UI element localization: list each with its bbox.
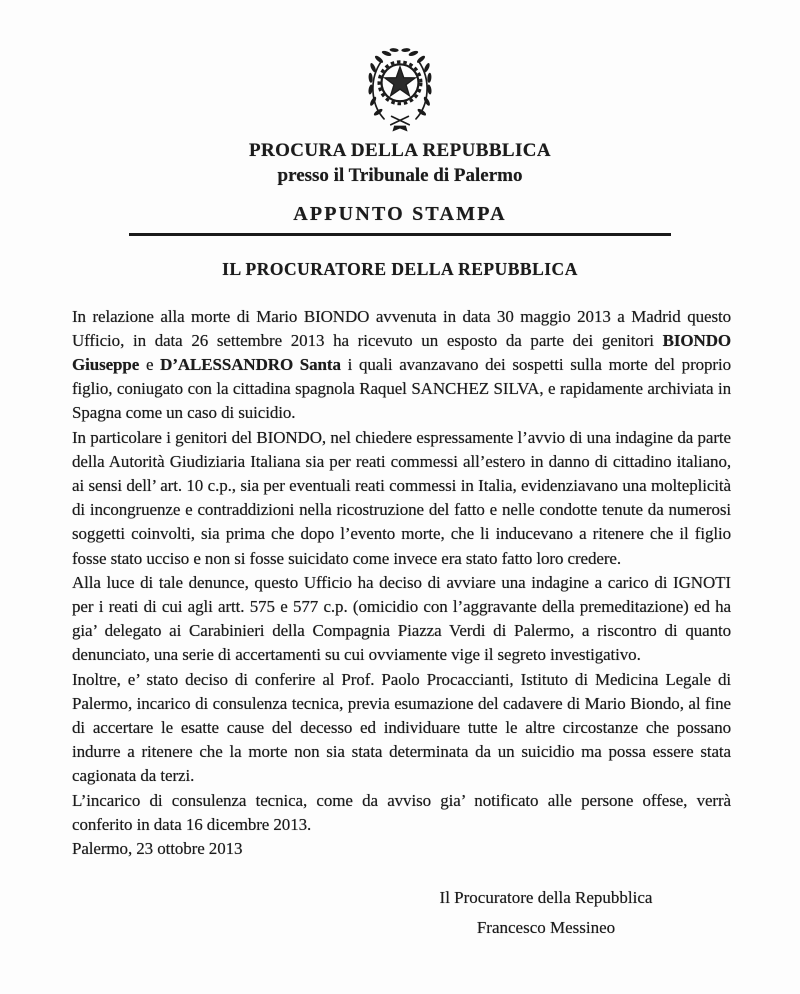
document-header xyxy=(0,40,800,280)
paragraph-4: Inoltre, e’ stato deciso di conferire al Prof. Paolo Procaccianti, Istituto di Medicina Legale di Palermo, incarico di consulenza tecnica, previa esumazione del cadavere di Mario Biondo, al fine di accertare le esatte cause del decesso ed individuare tutte le altre circostanze che possano indurre a ritenere che la morte non sia stata determinata da un suicidio ma possa essere stata cagionata da terzi. xyxy=(72,669,731,786)
paragraph-1-text-b: e xyxy=(139,354,161,374)
complainant-mother-name: D’ALESSANDRO Santa xyxy=(160,354,341,374)
issuer-title: IL PROCURATORE DELLA REPUBBLICA xyxy=(222,258,578,279)
signature-role: Il Procuratore della Repubblica xyxy=(439,888,653,908)
date-line: Palermo, 23 ottobre 2013 xyxy=(72,838,243,858)
italy-emblem-icon xyxy=(358,40,442,134)
signature-name: Francesco Messineo xyxy=(476,918,616,938)
complainant-father-name: BIONDO Giuseppe xyxy=(72,330,731,374)
paragraph-1-text-c: i quali avanzavano dei sospetti sulla morte del proprio figlio, coniugato con la cittadina spagnola Raquel SANCHEZ SILVA, e rapidamente archiviata in Spagna come un caso di suicidio. xyxy=(72,354,732,423)
signature-block xyxy=(420,883,672,943)
paragraph-1 xyxy=(72,305,731,426)
org-name: PROCURA DELLA REPUBBLICA xyxy=(248,140,552,161)
document-body xyxy=(72,305,731,862)
paragraph-5: L’incarico di consulenza tecnica, come da avviso gia’ notificato alle persone offese, verrà conferito in data 16 dicembre 2013. xyxy=(72,790,731,834)
paragraph-3: Alla luce di tale denunce, questo Ufficio ha deciso di avviare una indagine a carico di IGNOTI per i reati di cui agli artt. 575 e 577 c.p. (omicidio con l’aggravante della premeditazione) ed ha gia’ delegato ai Carabinieri della Compagnia Piazza Verdi di Palermo, a riscontro di quanto denunciato, una serie di accertamenti su cui ovviamente vige il segreto investigativo. xyxy=(72,572,731,665)
document-type-title: APPUNTO STAMPA xyxy=(293,203,507,225)
paragraph-2: In particolare i genitori del BIONDO, nel chiedere espressamente l’avvio di una indagine da parte della Autorità Giudiziaria Italiana sia per reati commessi all’estero in danno di cittadino italiano, ai sensi dell’ art. 10 c.p., sia per eventuali reati commessi in Italia, evidenziavano una molteplicità di incongruenze e contraddizioni nella ricostruzione del fatto e nelle condotte tenute da numerosi soggetti coinvolti, sia prima che dopo l’evento morte, che li inducevano a ritenere che il figlio fosse stato ucciso e non si fosse suicidato come invece era stato fatto loro credere. xyxy=(72,427,731,568)
paragraph-1-text-a: In relazione alla morte di Mario BIONDO avvenuta in data 30 maggio 2013 a Madrid questo Ufficio, in data 26 settembre 2013 ha ricevuto un esposto da parte dei genitori xyxy=(72,306,731,350)
header-divider-line xyxy=(129,233,671,236)
org-location: presso il Tribunale di Palermo xyxy=(277,165,523,186)
